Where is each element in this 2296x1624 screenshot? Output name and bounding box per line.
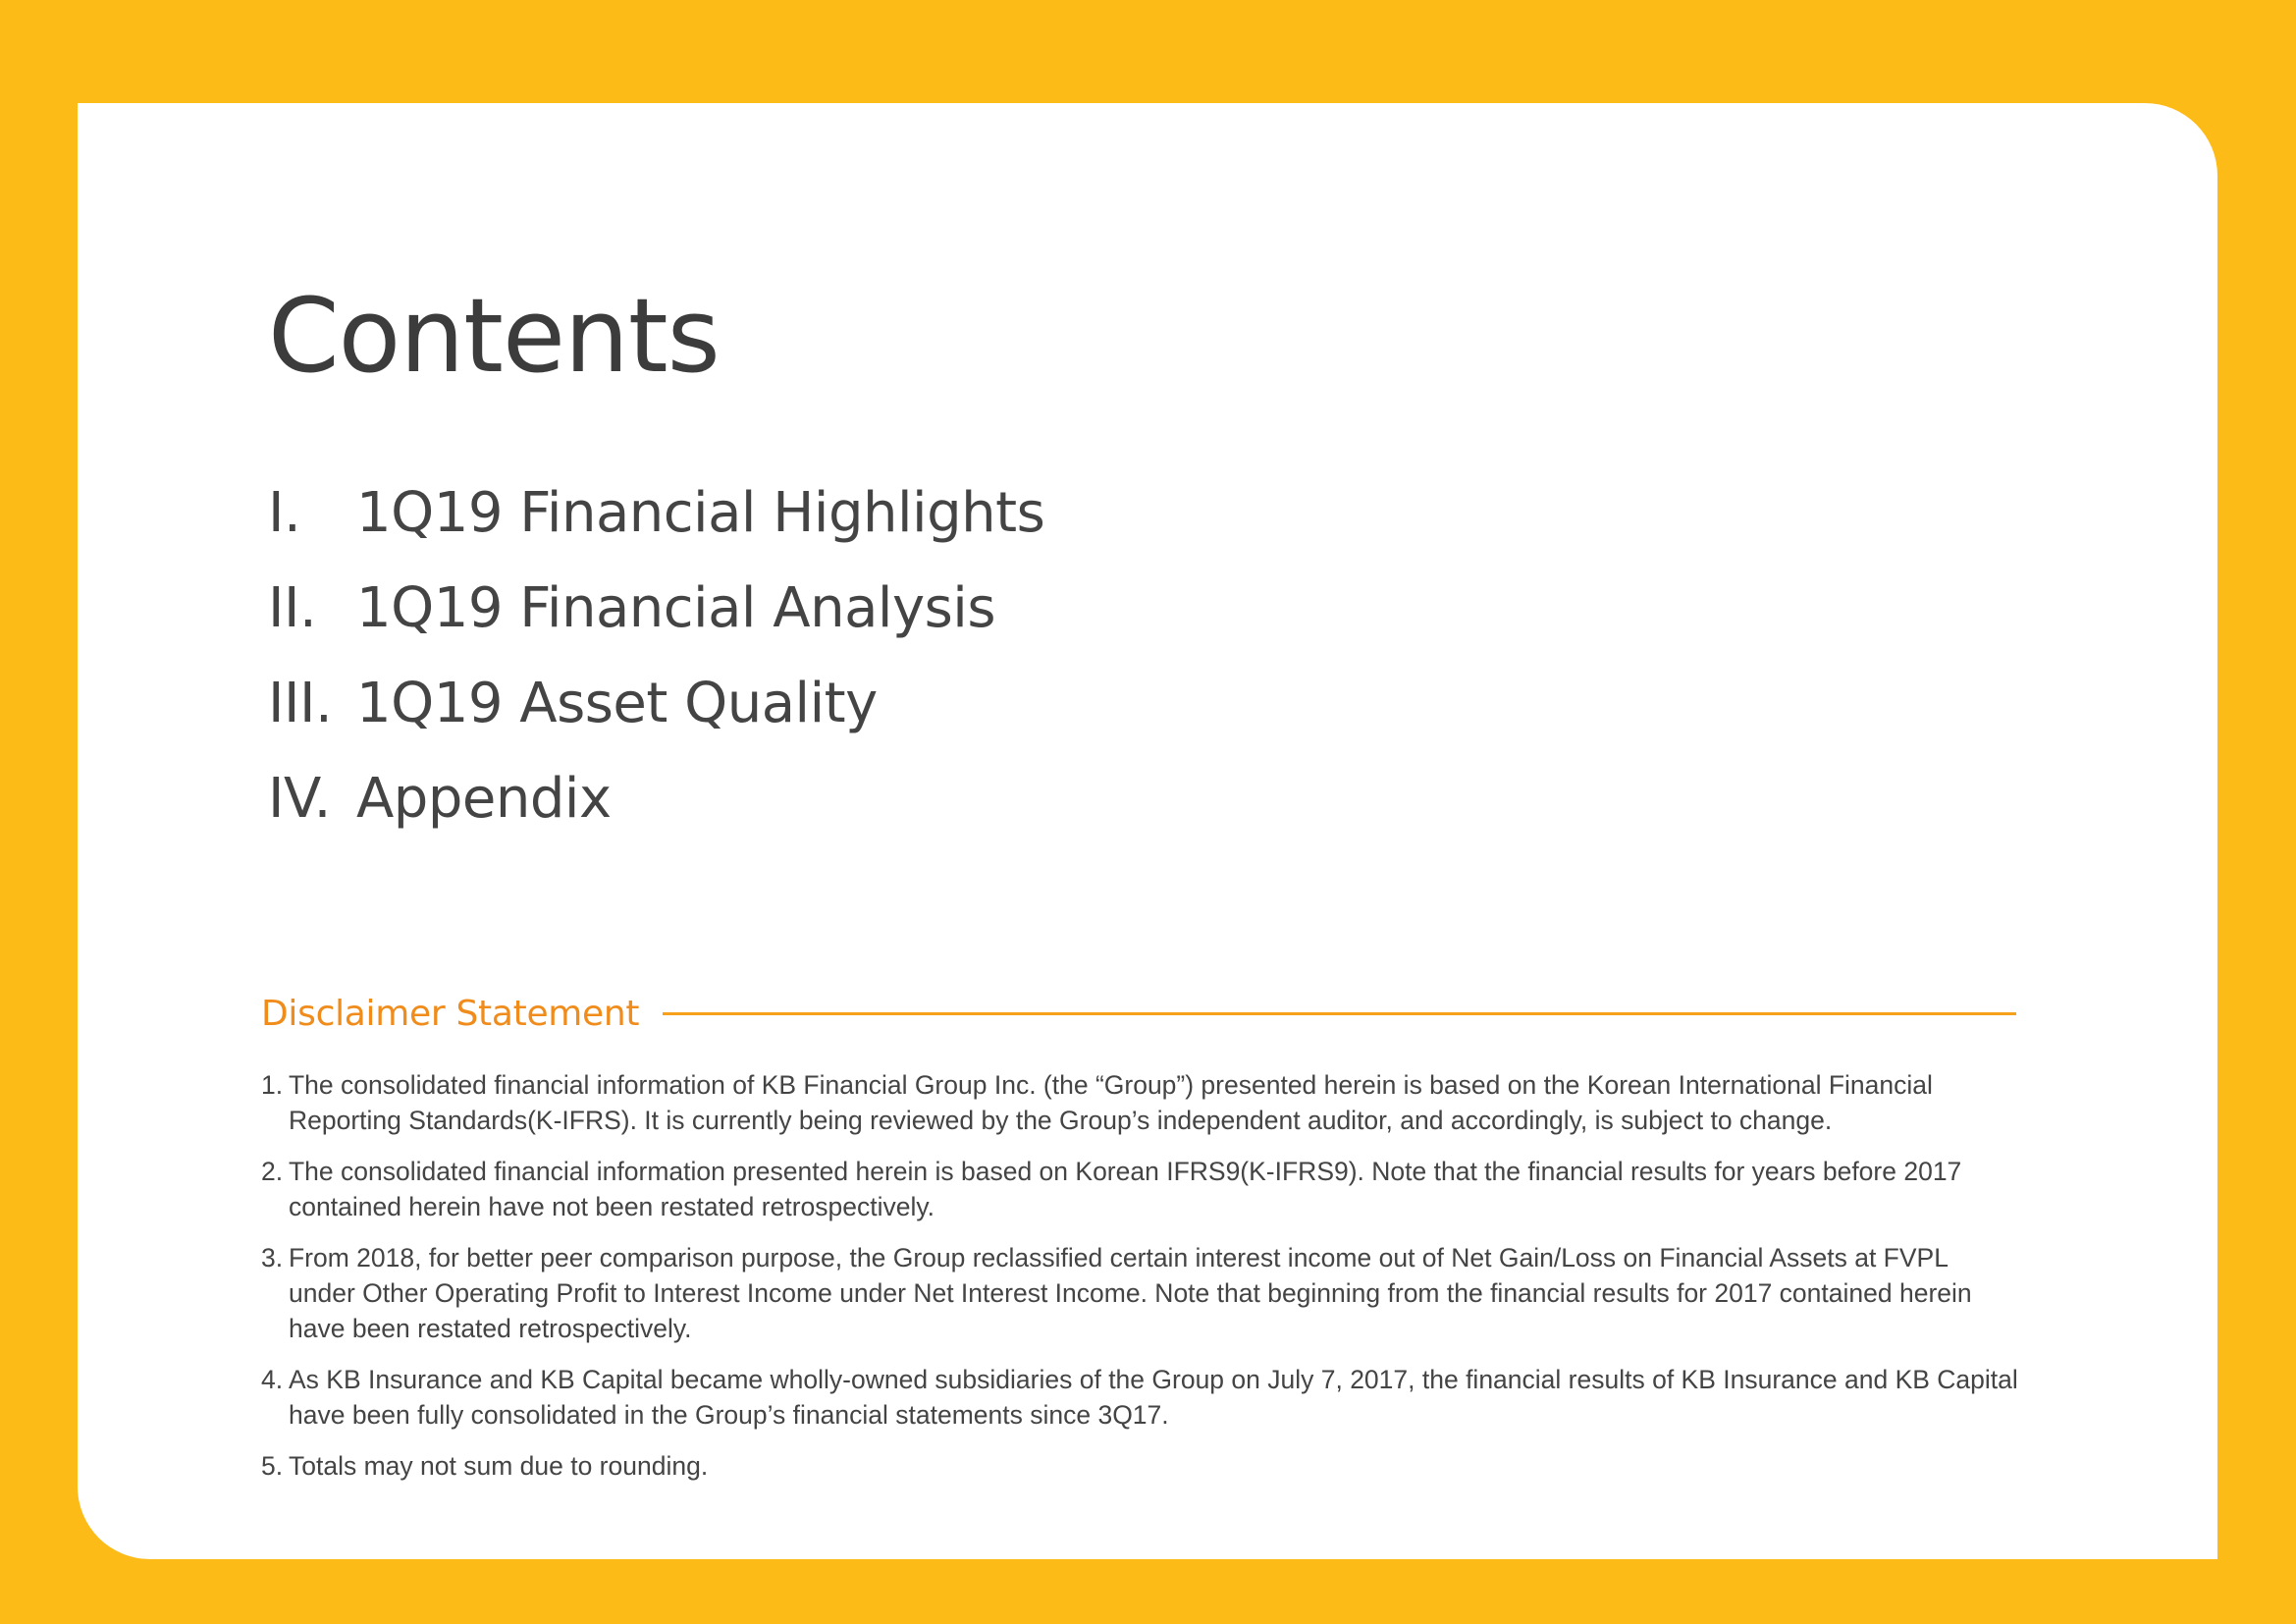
divider [663,1012,2016,1015]
toc-item-asset-quality[interactable] [268,672,1044,767]
toc-item-financial-highlights[interactable] [268,481,1044,576]
toc-item-label: Appendix [356,767,612,831]
disclaimer-note [261,1067,2018,1138]
note-number: 4. [261,1365,284,1394]
note-text: The consolidated financial information presented herein is based on Korean IFRS9(K-IFRS9). Note that the financial results for years before 2017 contained herein have not been restated retrospectively. [289,1157,1962,1221]
page-title: Contents [268,276,720,396]
note-number: 3. [261,1243,284,1272]
disclaimer-note [261,1154,2018,1224]
note-number: 5. [261,1451,284,1481]
table-of-contents [268,481,1044,862]
note-text: Totals may not sum due to rounding. [289,1451,709,1481]
note-text: From 2018, for better peer comparison purpose, the Group reclassified certain interest income out of Net Gain/Loss on Financial Assets at FVPL under Other Operating Profit to Interest Income under Net Interest Income. Note that beginning from the financial results for 2017 contained herein have been restated retrospectively. [289,1243,1972,1343]
disclaimer-note [261,1240,2018,1346]
toc-item-label: 1Q19 Financial Analysis [356,576,996,640]
toc-item-label: 1Q19 Financial Highlights [356,481,1045,545]
disclaimer-title: Disclaimer Statement [261,994,640,1034]
toc-item-financial-analysis[interactable] [268,576,1044,672]
disclaimer-notes [261,1067,2018,1499]
toc-item-appendix[interactable] [268,767,1044,862]
toc-item-number: III. [268,672,333,735]
disclaimer-note [261,1362,2018,1433]
note-number: 1. [261,1070,284,1100]
toc-item-label: 1Q19 Asset Quality [356,672,878,735]
disclaimer-note [261,1448,2018,1484]
toc-item-number: IV. [268,767,331,831]
note-text: As KB Insurance and KB Capital became wholly-owned subsidiaries of the Group on July 7, 2017, the financial results of KB Insurance and KB Capital have been fully consolidated in the Group’s financial statements since 3Q17. [289,1365,2018,1430]
toc-item-number: II. [268,576,317,640]
note-number: 2. [261,1157,284,1186]
disclaimer-header [261,994,2016,1034]
toc-item-number: I. [268,481,301,545]
note-text: The consolidated financial information of KB Financial Group Inc. (the “Group”) presented herein is based on the Korean International Financial Reporting Standards(K-IFRS). It is currently being reviewed by the Group’s independent auditor, and accordingly, is subject to change. [289,1070,1933,1135]
